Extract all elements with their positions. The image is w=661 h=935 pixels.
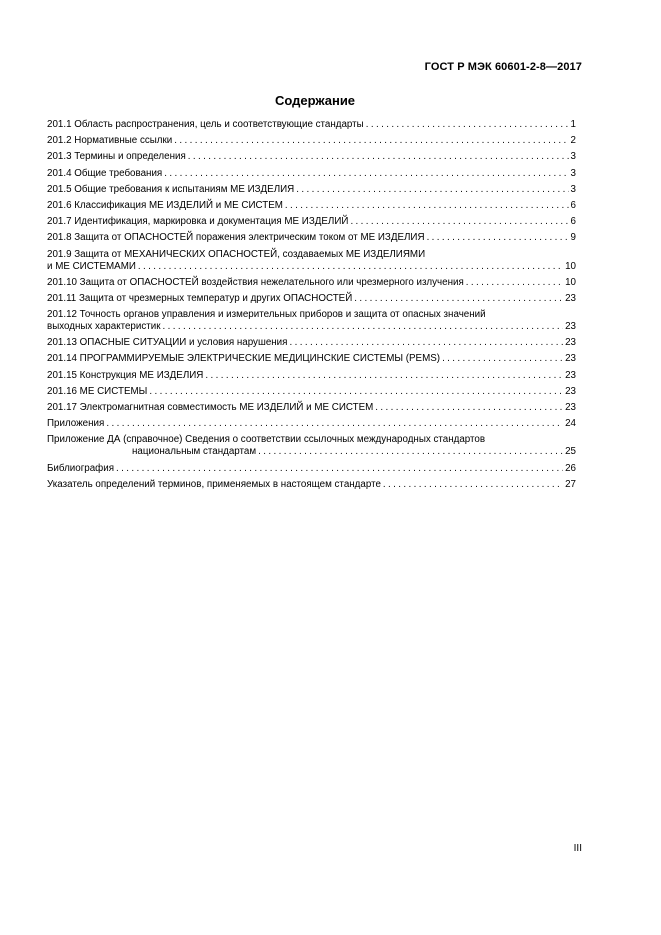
toc-dot-leader [164,168,568,180]
document-header: ГОСТ Р МЭК 60601-2-8—2017 [424,61,582,73]
toc-entry[interactable] [47,337,576,349]
toc-entry-page: 23 [565,385,576,397]
toc-entry-page: 23 [565,402,576,414]
toc-dot-leader [205,370,563,382]
toc-dot-leader [188,151,569,163]
toc-entry[interactable] [47,119,576,131]
toc-entry-page: 9 [570,232,576,244]
toc-entry-text: 201.15 Конструкция МЕ ИЗДЕЛИЯ [47,369,204,381]
toc-entry-page: 23 [565,353,576,365]
toc-entry-text: 201.4 Общие требования [47,167,163,179]
toc-entry-line [47,434,576,446]
toc-entry-text: 201.1 Область распространения, цель и соответствующие стандарты [47,119,364,130]
toc-dot-leader [138,261,563,273]
toc-entry-line [47,446,576,458]
toc-entry[interactable] [47,249,576,273]
toc-dot-leader [149,386,563,398]
toc-entry-line [47,200,576,212]
toc-entry[interactable] [47,151,576,163]
toc-entry-page: 3 [570,151,576,163]
toc-entry-line [47,135,576,147]
toc-entry-line [47,151,576,163]
toc-entry-text: 201.12 Точность органов управления и измерительных приборов и защита от опасных значений [47,309,486,321]
toc-entry-line [47,353,576,365]
toc-entry-line [47,216,576,228]
toc-entry-page: 3 [570,183,576,195]
toc-entry-line [47,232,576,244]
toc-entry-text: 201.13 ОПАСНЫЕ СИТУАЦИИ и условия нарушения [47,337,288,349]
toc-entry-line [47,249,576,261]
toc-entry[interactable] [47,418,576,430]
toc-entry-line [47,479,576,491]
toc-entry-page: 10 [565,276,576,288]
toc-entry-line [47,119,576,131]
toc-title: Содержание [274,93,356,108]
toc-dot-leader [285,200,569,212]
toc-entry-text: 201.7 Идентификация, маркировка и документация МЕ ИЗДЕЛИЙ [47,216,349,228]
toc-entry-line [47,293,576,305]
toc-dot-leader [466,277,563,289]
toc-entry-page: 25 [565,446,576,458]
toc-dot-leader [375,402,563,414]
toc-entry-text: 201.2 Нормативные ссылки [47,135,173,147]
toc-entry[interactable] [47,184,576,196]
toc-entry-text: Указатель определений терминов, применяемых в настоящем стандарте [47,478,381,490]
toc-entry-page: 1 [570,119,576,130]
toc-entry[interactable] [47,293,576,305]
toc-dot-leader [116,463,563,475]
toc-entry-text: Приложения [47,418,105,430]
toc-entry[interactable] [47,463,576,475]
toc-dot-leader [289,337,563,349]
toc-entry[interactable] [47,402,576,414]
toc-entry[interactable] [47,309,576,333]
toc-entry-page: 23 [565,337,576,349]
toc-entry-line [47,463,576,475]
toc-entry-page: 3 [570,167,576,179]
toc-dot-leader [442,353,563,365]
toc-entry-page: 24 [565,418,576,430]
toc-dot-leader [162,321,563,333]
toc-entry-line [47,418,576,430]
toc-entry-text: 201.3 Термины и определения [47,151,186,163]
table-of-contents [47,119,576,495]
toc-entry-text: 201.8 Защита от ОПАСНОСТЕЙ поражения электрическим током от МЕ ИЗДЕЛИЯ [47,232,425,244]
toc-entry[interactable] [47,370,576,382]
toc-entry-text: 201.5 Общие требования к испытаниям МЕ ИЗДЕЛИЯ [47,183,295,195]
toc-entry-line [47,402,576,414]
toc-entry[interactable] [47,353,576,365]
toc-entry-line [47,337,576,349]
toc-entry-line [47,277,576,289]
toc-entry-page: 27 [565,478,576,490]
toc-dot-leader [350,216,568,228]
toc-entry-text: 201.6 Классификация МЕ ИЗДЕЛИЙ и МЕ СИСТЕМ [47,200,283,212]
toc-entry-page: 6 [570,200,576,212]
toc-entry-text: 201.17 Электромагнитная совместимость МЕ ИЗДЕЛИЙ и МЕ СИСТЕМ [47,402,374,414]
toc-entry[interactable] [47,168,576,180]
toc-entry-text: выходных характеристик [47,321,161,333]
toc-entry-line [47,168,576,180]
toc-entry-line [47,309,576,321]
toc-dot-leader [427,232,569,244]
toc-entry-page: 6 [570,216,576,228]
toc-entry[interactable] [47,135,576,147]
page-number: III [573,843,582,854]
toc-entry-text: и МЕ СИСТЕМАМИ [47,260,136,272]
toc-dot-leader [354,293,563,305]
toc-dot-leader [383,479,563,491]
toc-entry[interactable] [47,200,576,212]
toc-dot-leader [106,418,563,430]
toc-entry-page: 26 [565,462,576,474]
toc-entry-page: 23 [565,369,576,381]
toc-entry-text: 201.10 Защита от ОПАСНОСТЕЙ воздействия нежелательного или чрезмерного излучения [47,276,464,288]
toc-entry-page: 23 [565,292,576,304]
toc-entry-line [47,386,576,398]
toc-entry-line [47,184,576,196]
toc-entry-text: 201.16 МЕ СИСТЕМЫ [47,385,148,397]
toc-entry-text: Приложение ДА (справочное) Сведения о соответствии ссылочных международных стандартов [47,434,486,446]
toc-entry-text: 201.11 Защита от чрезмерных температур и других ОПАСНОСТЕЙ [47,292,353,304]
toc-entry-line [47,321,576,333]
toc-entry-line [47,370,576,382]
toc-entry-page: 2 [570,135,576,147]
toc-entry-page: 10 [565,260,576,272]
toc-entry-text: 201.14 ПРОГРАММИРУЕМЫЕ ЭЛЕКТРИЧЕСКИЕ МЕДИЦИНСКИЕ СИСТЕМЫ (PEMS) [47,353,441,365]
toc-entry-line [47,261,576,273]
toc-entry[interactable] [47,216,576,228]
toc-dot-leader [174,135,568,147]
toc-entry[interactable] [47,386,576,398]
toc-entry-page: 23 [565,321,576,333]
toc-entry[interactable] [47,232,576,244]
toc-entry[interactable] [47,479,576,491]
toc-entry-text: Библиография [47,462,115,474]
toc-entry[interactable] [47,277,576,289]
toc-entry-text: национальным стандартам [132,446,257,458]
toc-dot-leader [366,119,569,131]
toc-dot-leader [296,184,568,196]
toc-dot-leader [258,446,563,458]
toc-entry-text: 201.9 Защита от МЕХАНИЧЕСКИХ ОПАСНОСТЕЙ, создаваемых МЕ ИЗДЕЛИЯМИ [47,248,426,260]
toc-entry[interactable] [47,434,576,458]
